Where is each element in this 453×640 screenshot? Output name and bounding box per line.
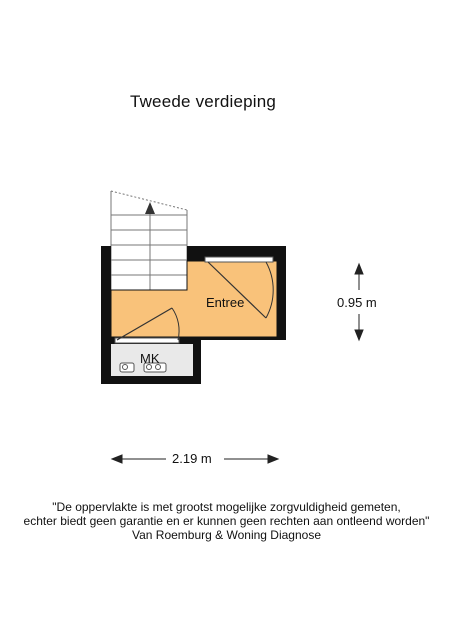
stair-arrow-icon <box>145 202 155 214</box>
room-label-entree: Entree <box>206 295 245 310</box>
room-entree <box>111 261 277 337</box>
room-label-mk: MK <box>140 351 160 366</box>
disclaimer-line-1: "De oppervlakte is met grootst mogelijke zorgvuldigheid gemeten, <box>52 500 401 514</box>
disclaimer <box>0 500 453 542</box>
disclaimer-line-2: echter biedt geen garantie en er kunnen geen rechten aan ontleend worden" <box>23 514 430 528</box>
disclaimer-line-3: Van Roemburg & Woning Diagnose <box>132 528 321 542</box>
floor-title: Tweede verdieping <box>129 92 277 111</box>
width-dimension-label: 2.19 m <box>172 451 212 466</box>
height-dimension-label: 0.95 m <box>337 295 377 310</box>
